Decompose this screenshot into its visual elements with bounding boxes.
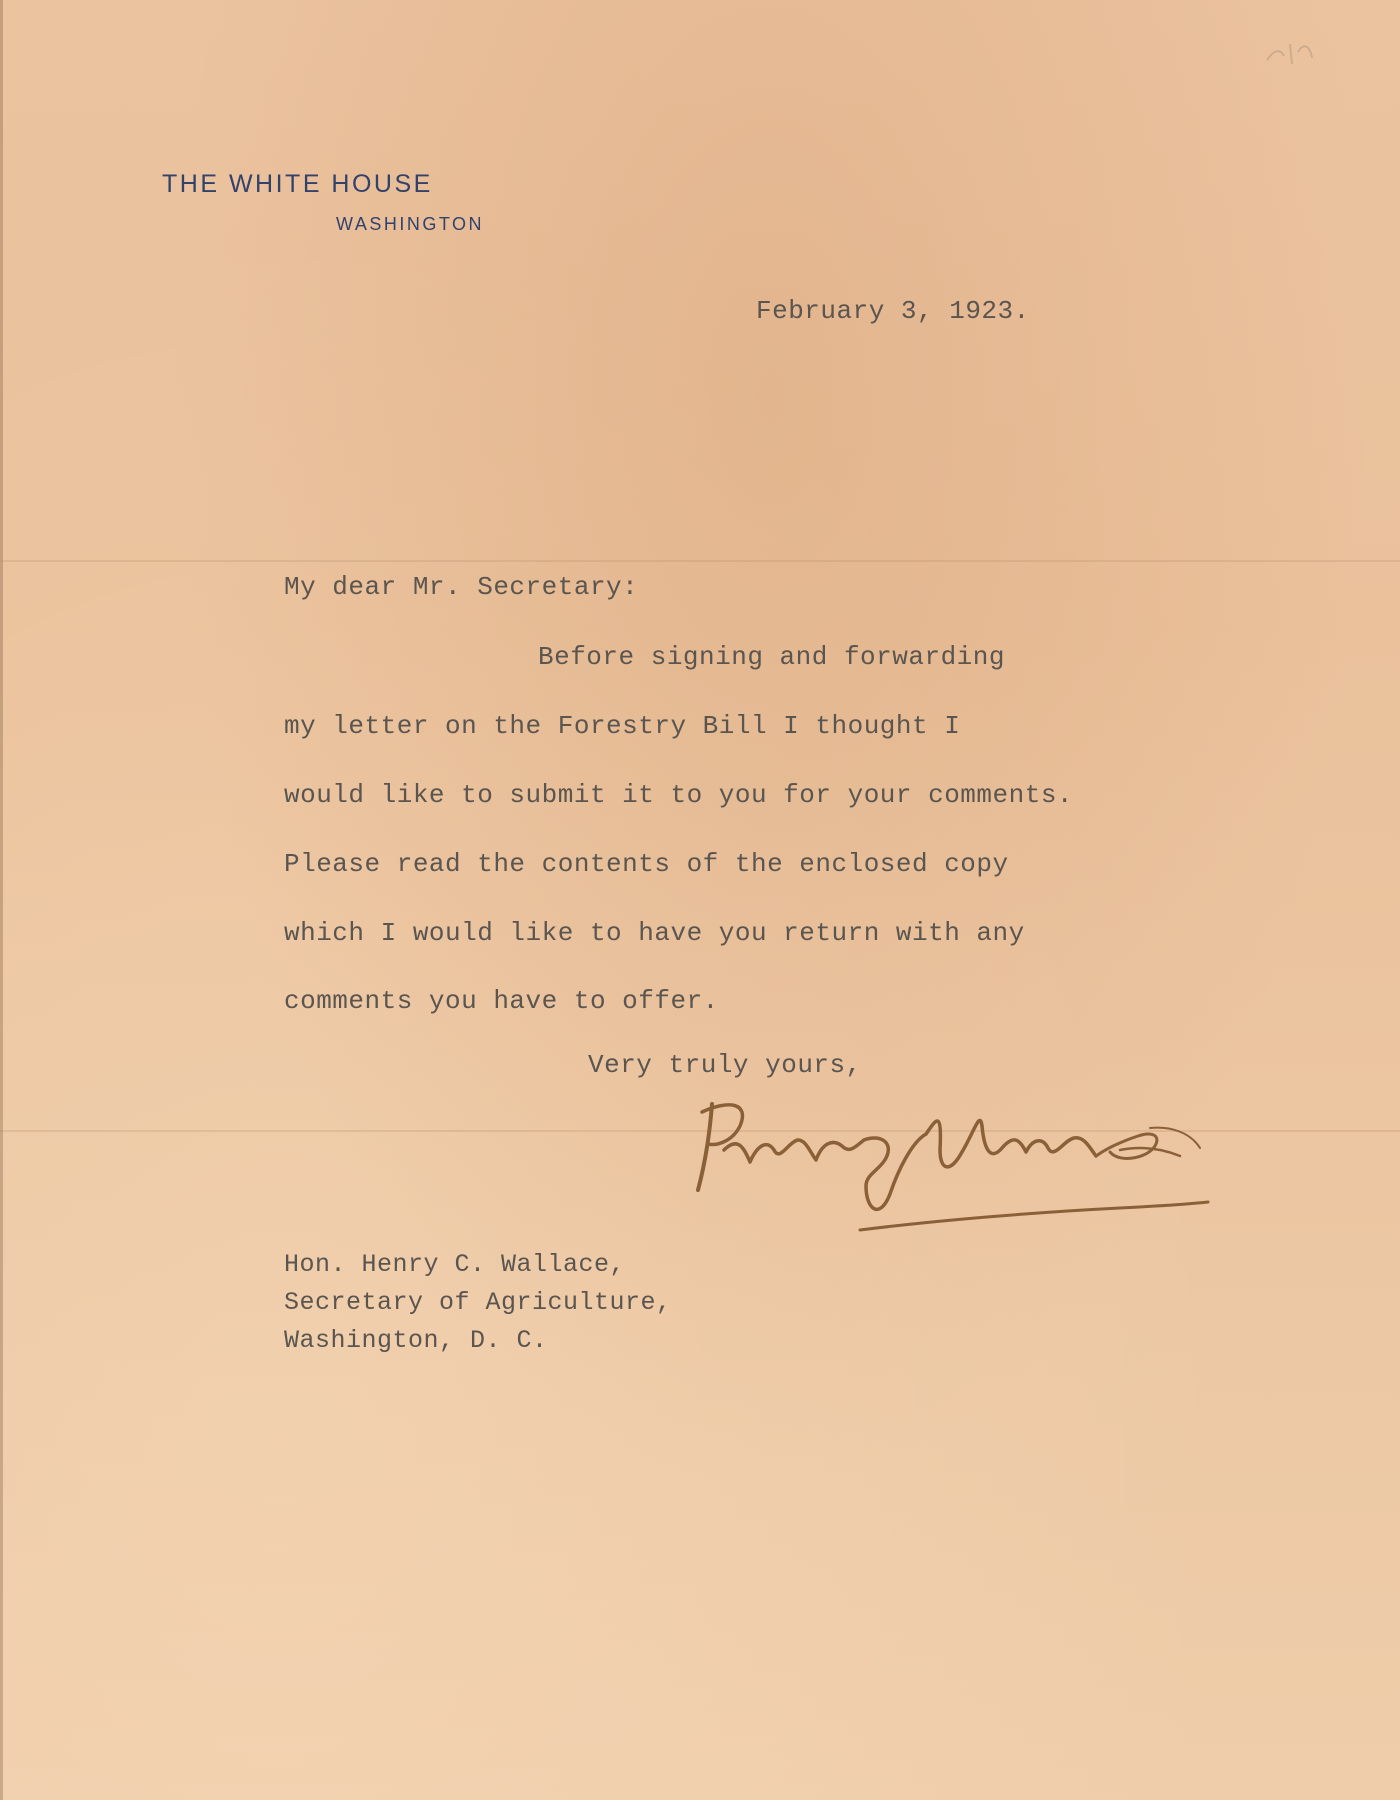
- body-line: Before signing and forwarding: [538, 642, 1005, 672]
- body-line: Please read the contents of the enclosed copy: [284, 849, 1009, 879]
- salutation: My dear Mr. Secretary:: [284, 572, 639, 602]
- recipient-address: Washington, D. C.: [284, 1326, 548, 1355]
- paper-fold-line: [0, 560, 1400, 562]
- recipient-name: Hon. Henry C. Wallace,: [284, 1250, 626, 1279]
- letterhead-title: THE WHITE HOUSE: [162, 170, 433, 198]
- signature: [680, 1090, 1260, 1240]
- body-line: comments you have to offer.: [284, 986, 719, 1016]
- body-line: would like to submit it to you for your comments.: [284, 780, 1074, 810]
- closing: Very truly yours,: [588, 1050, 862, 1080]
- pencil-mark-icon: [1262, 30, 1322, 70]
- letter-date: February 3, 1923.: [756, 296, 1030, 326]
- letterhead-city: WASHINGTON: [336, 214, 485, 234]
- paper-edge-shadow: [0, 0, 3, 1800]
- signature-icon: [680, 1090, 1260, 1240]
- recipient-title: Secretary of Agriculture,: [284, 1288, 672, 1317]
- body-line: which I would like to have you return with any: [284, 918, 1025, 948]
- body-line: my letter on the Forestry Bill I thought I: [284, 711, 961, 741]
